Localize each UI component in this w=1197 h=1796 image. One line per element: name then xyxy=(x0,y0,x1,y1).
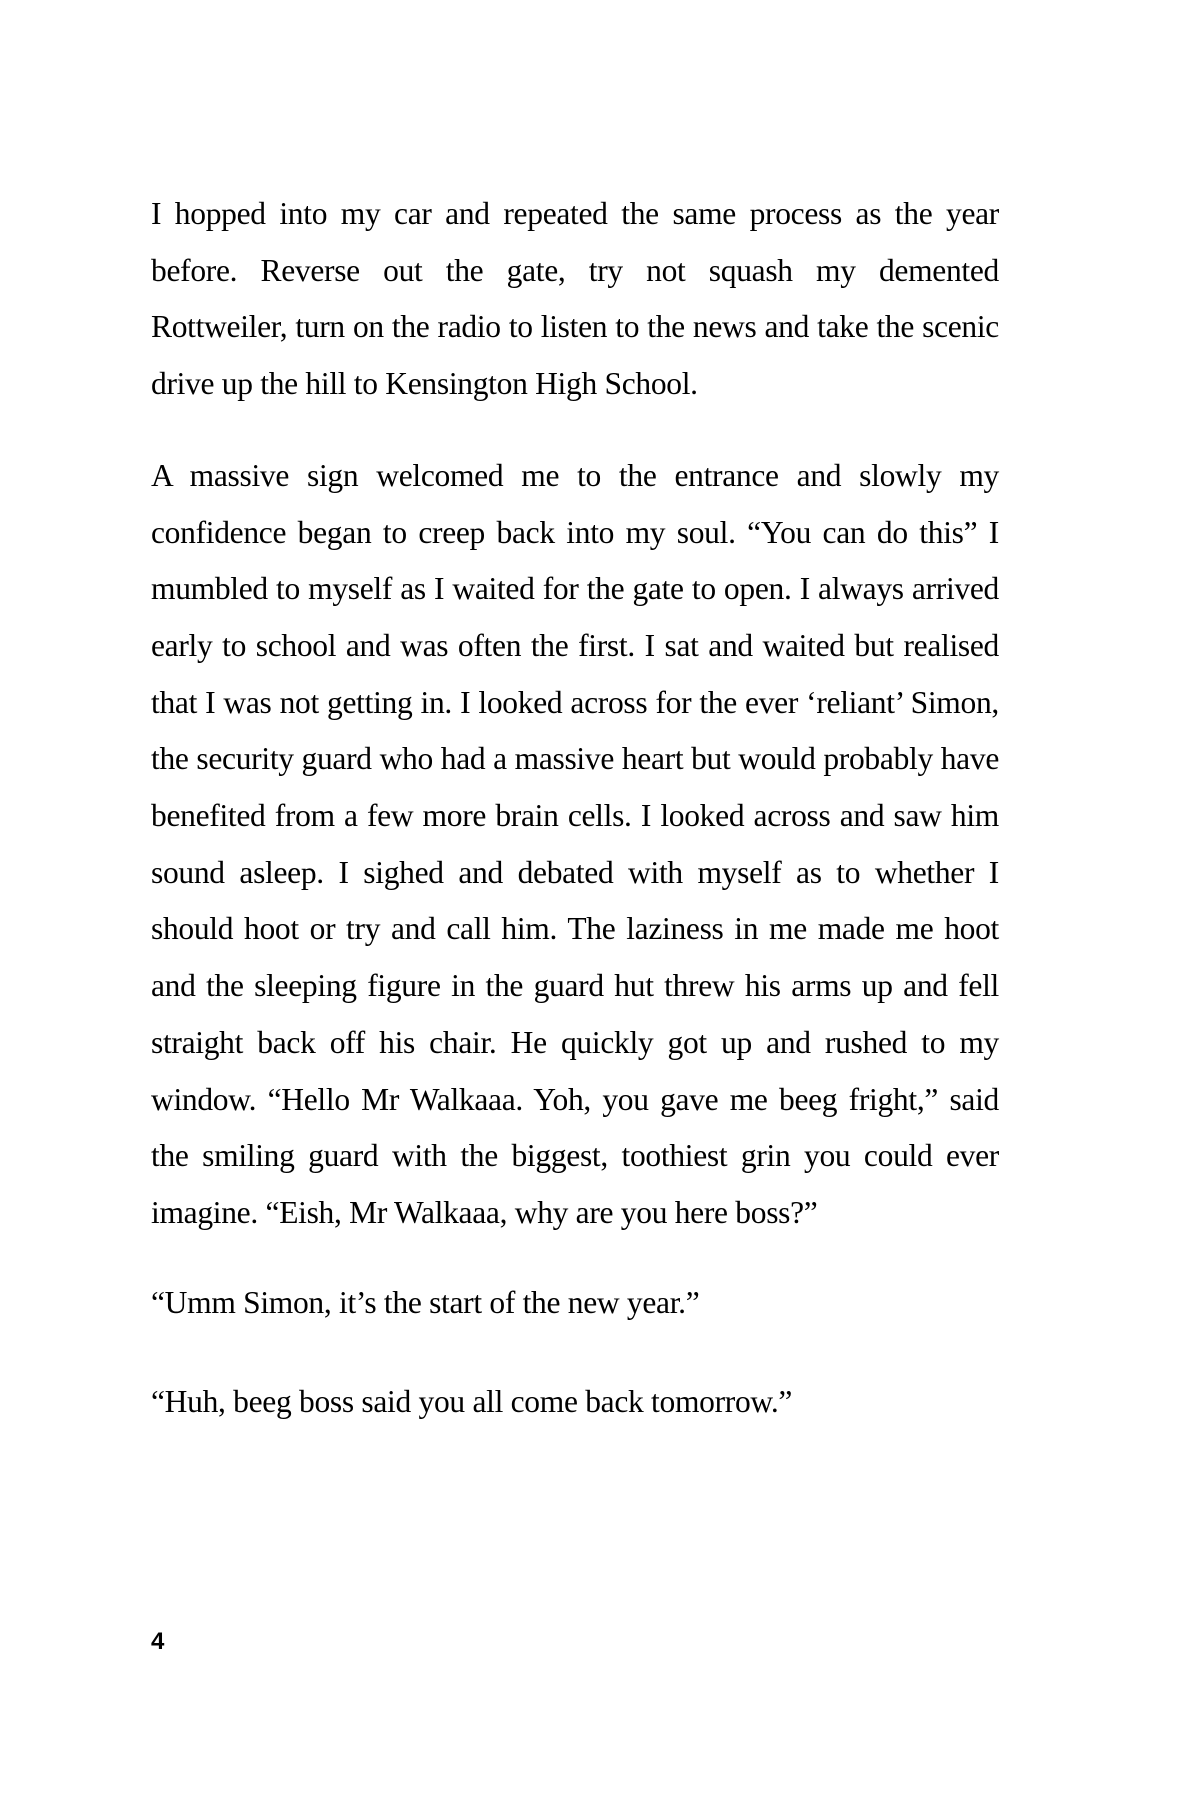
page-number: 4 xyxy=(151,1628,165,1655)
paragraph: A massive sign welcomed me to the entrance and slowly my confidence began to creep back into my soul. “You can do this” I mumbled to myself as I waited for the gate to open. I always arrived early to school and was often the first. I sat and waited but realised that I was not getting in. I looked across for the ever ‘reliant’ Simon, the security guard who had a massive heart but would probably have benefited from a few more brain cells. I looked across and saw him sound asleep. I sighed and debated with myself as to whether I should hoot or try and call him. The laziness in me made me hoot and the sleeping figure in the guard hut threw his arms up and fell straight back off his chair. He quickly got up and rushed to my window. “Hello Mr Walkaaa. Yoh, you gave me beeg fright,” said the smiling guard with the biggest, toothiest grin you could ever imagine. “Eish, Mr Walkaaa, why are you here boss?” xyxy=(151,457,999,1230)
paragraph: “Umm Simon, it’s the start of the new year.” xyxy=(151,1284,700,1320)
paragraph: I hopped into my car and repeated the same process as the year before. Reverse out the gate, try not squash my demented Rottweiler, turn on the radio to listen to the news and take the scenic drive up the hill to Kensington High School. xyxy=(151,196,999,402)
body-text xyxy=(151,186,999,1431)
paragraph: “Huh, beeg boss said you all come back tomorrow.” xyxy=(151,1384,793,1420)
